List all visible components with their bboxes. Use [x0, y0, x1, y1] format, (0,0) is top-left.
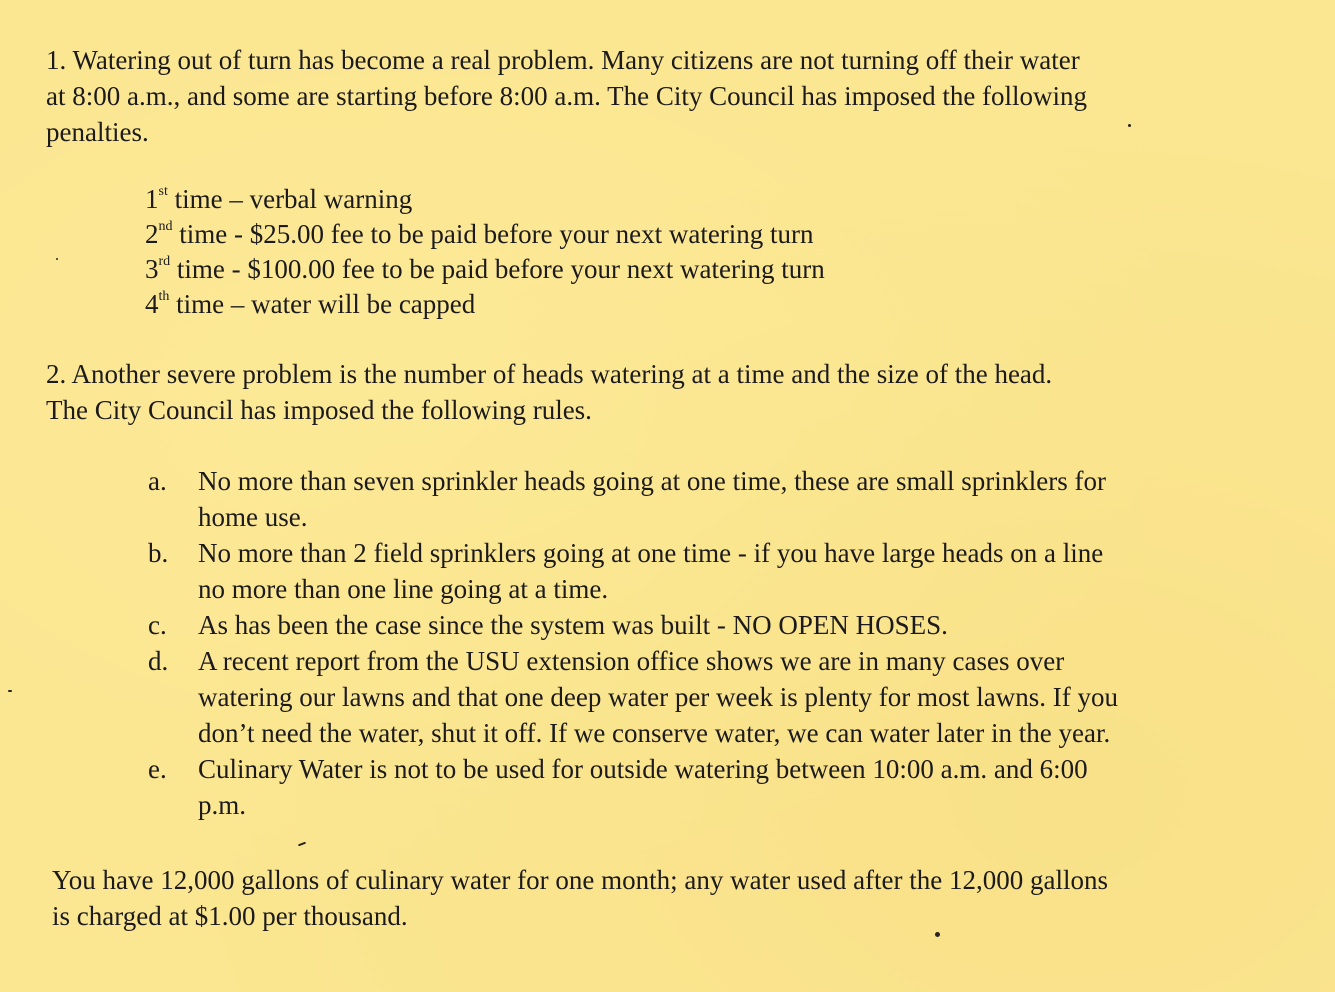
text-line: 1. Watering out of turn has become a real problem. Many citizens are not turning off their water — [46, 45, 1080, 75]
rule-item-a — [145, 463, 1118, 535]
paper-speck — [1128, 124, 1131, 127]
text-line: at 8:00 a.m., and some are starting before 8:00 a.m. The City Council has imposed the following — [46, 81, 1088, 111]
paper-speck — [935, 932, 940, 937]
penalty-item: 2nd time - $25.00 fee to be paid before your next watering turn — [145, 219, 814, 249]
rule-text-line: no more than one line going at a time. — [198, 574, 609, 604]
text-line: penalties. — [46, 117, 149, 147]
rule-text-line: p.m. — [198, 790, 247, 820]
rules-list — [145, 463, 1118, 823]
rule-marker: c. — [148, 610, 167, 640]
text-line: The City Council has imposed the following rules. — [46, 395, 592, 425]
rule-text-line: A recent report from the USU extension office shows we are in many cases over — [198, 646, 1065, 676]
rule-marker: e. — [148, 754, 167, 784]
paragraph-water-allowance — [52, 862, 1108, 934]
rule-item-b — [145, 535, 1118, 607]
paragraph-sprinkler-heads — [46, 356, 1052, 428]
paragraph-watering-out-of-turn — [46, 42, 1087, 150]
rule-marker: a. — [148, 466, 167, 496]
text-line: 2. Another severe problem is the number of heads watering at a time and the size of the head. — [46, 359, 1053, 389]
paper-speck — [56, 258, 58, 260]
penalty-item: 4th time – water will be capped — [145, 289, 476, 319]
text-line: is charged at $1.00 per thousand. — [52, 901, 408, 931]
rule-text-line: don’t need the water, shut it off. If we conserve water, we can water later in the year. — [198, 718, 1111, 748]
rule-text-line: watering our lawns and that one deep water per week is plenty for most lawns. If you — [198, 682, 1118, 712]
rule-text-line: As has been the case since the system was built - NO OPEN HOSES. — [198, 610, 948, 640]
text-line: You have 12,000 gallons of culinary water for one month; any water used after the 12,000 gallons — [52, 865, 1109, 895]
rule-marker: b. — [148, 538, 169, 568]
penalty-item: 1st time – verbal warning — [145, 184, 413, 214]
paper-speck — [298, 842, 306, 847]
rule-text-line: No more than 2 field sprinklers going at one time - if you have large heads on a line — [198, 538, 1104, 568]
rule-item-e — [145, 751, 1118, 823]
rule-marker: d. — [148, 646, 169, 676]
rule-item-c — [145, 607, 1118, 643]
rule-item-d — [145, 643, 1118, 751]
rule-text-line: home use. — [198, 502, 308, 532]
paper-speck — [8, 690, 12, 692]
penalties-list — [145, 182, 825, 322]
rule-text-line: No more than seven sprinkler heads going at one time, these are small sprinklers for — [198, 466, 1106, 496]
penalty-item: 3rd time - $100.00 fee to be paid before your next watering turn — [145, 254, 825, 284]
rule-text-line: Culinary Water is not to be used for outside watering between 10:00 a.m. and 6:00 — [198, 754, 1088, 784]
